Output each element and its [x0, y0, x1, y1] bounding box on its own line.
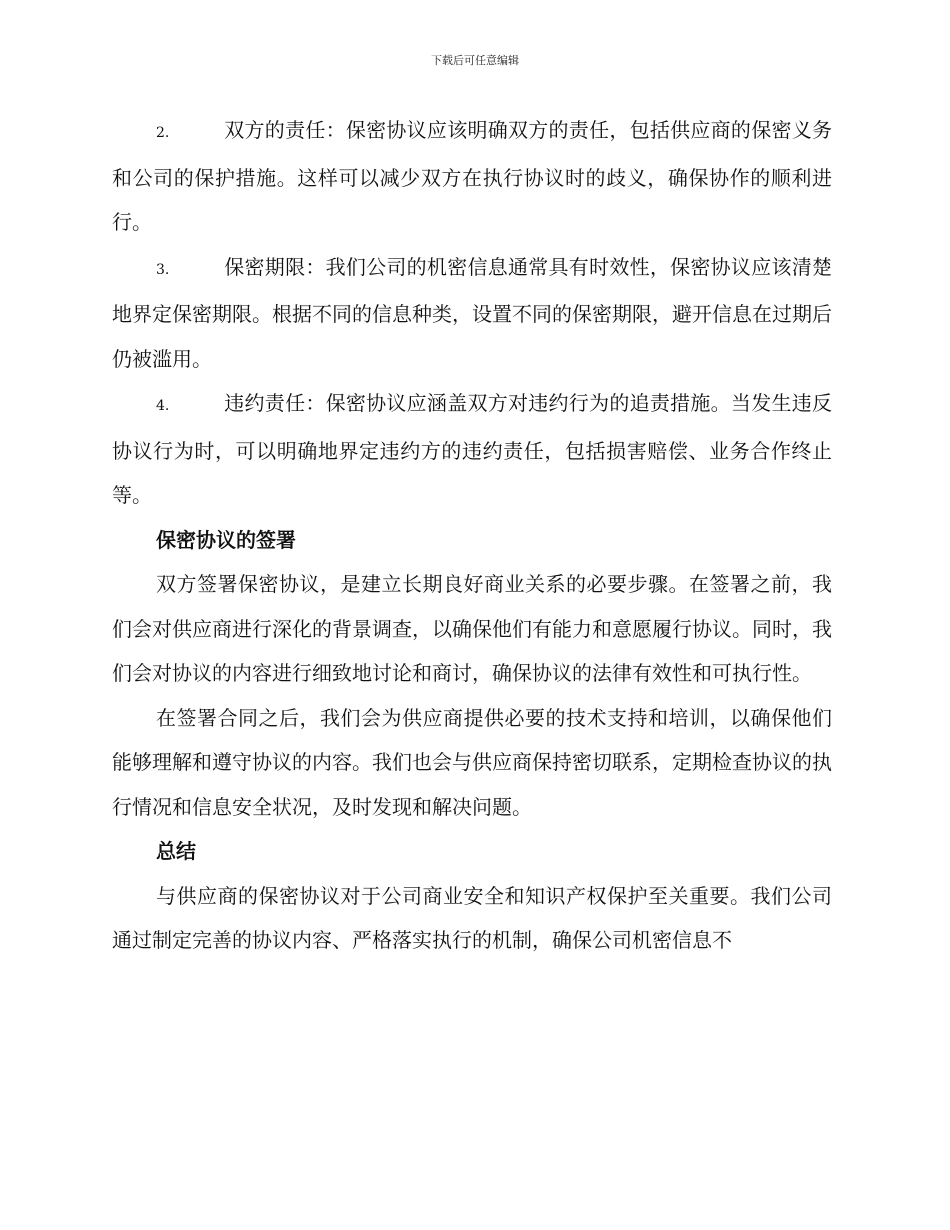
list-item [112, 245, 832, 382]
list-item-text: 违约责任：保密协议应涵盖双方对违约行为的追责措施。当发生违反协议行为时，可以明确地界定违约方的违约责任，包括损害赔偿、业务合作终止等。 [112, 391, 832, 507]
paragraph: 与供应商的保密协议对于公司商业安全和知识产权保护至关重要。我们公司通过制定完善的协议内容、严格落实执行的机制，确保公司机密信息不 [112, 883, 832, 952]
document-body [112, 108, 832, 963]
list-item-text: 双方的责任：保密协议应该明确双方的责任，包括供应商的保密义务和公司的保护措施。这样可以减少双方在执行协议时的歧义，确保协作的顺利进行。 [112, 118, 832, 234]
list-item-number: 4. [156, 398, 170, 414]
list-item [112, 108, 832, 245]
paragraph: 在签署合同之后，我们会为供应商提供必要的技术支持和培训，以确保他们能够理解和遵守协议的内容。我们也会与供应商保持密切联系，定期检查协议的执行情况和信息安全状况，及时发现和解决问题。 [112, 705, 832, 819]
list-item [112, 381, 832, 518]
list-item-number: 3. [156, 261, 170, 278]
list-item-text: 保密期限：我们公司的机密信息通常具有时效性，保密协议应该清楚地界定保密期限。根据不同的信息种类，设置不同的保密期限，避开信息在过期后仍被滥用。 [112, 254, 832, 371]
list-item-number: 2. [156, 125, 170, 141]
section-heading-summary: 总结 [156, 839, 196, 863]
paragraph: 双方签署保密协议，是建立长期良好商业关系的必要步骤。在签署之前，我们会对供应商进行深化的背景调查，以确保他们有能力和意愿履行协议。同时，我们会对协议的内容进行细致地讨论和商讨，确保协议的法律有效性和可执行性。 [112, 572, 832, 685]
page-header: 下载后可任意编辑 [431, 54, 519, 67]
section-heading-signing: 保密协议的签署 [156, 527, 296, 552]
